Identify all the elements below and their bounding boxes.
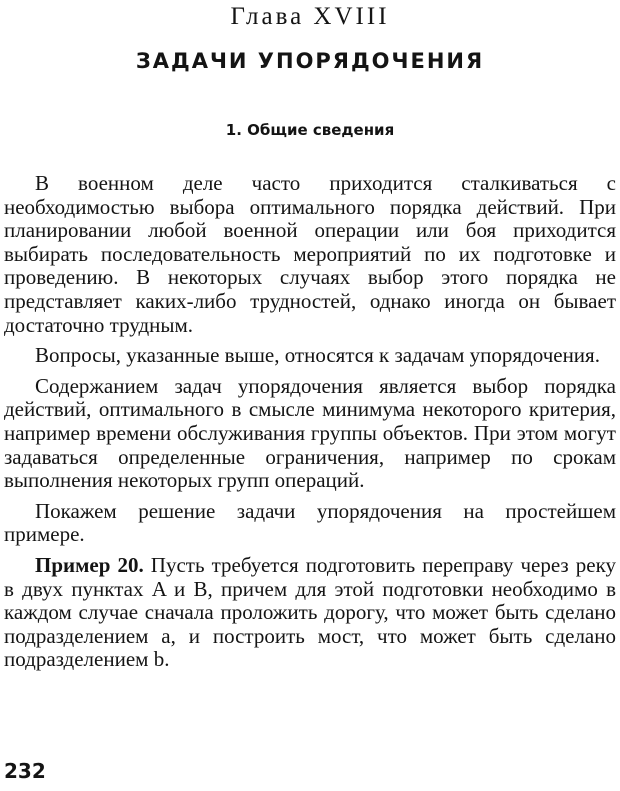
paragraph-3-text: Содержанием задач упорядочения является выбор порядка действий, оптимального в смысле минимума некоторого критерия, например времени обслуживания группы объектов. При этом могут задаваться определенные ограничения, например по срокам выполнения некоторых групп операций. bbox=[4, 373, 616, 493]
body-text bbox=[4, 172, 616, 679]
paragraph-4 bbox=[4, 500, 616, 547]
paragraph-5-text: Пусть требуется подготовить переправу через реку в двух пунктах A и B, причем для этой подготовки необходимо в каждом случае сначала проложить дорогу, что может быть сделано подразделением a, и построить мост, что может быть сделано подразделением b. bbox=[4, 552, 616, 672]
paragraph-5 bbox=[4, 554, 616, 672]
chapter-title: ЗАДАЧИ УПОРЯДОЧЕНИЯ bbox=[135, 49, 485, 73]
paragraph-1-text: В военном деле часто приходится сталкиваться с необходимостью выбора оптимального порядка действий. При планировании любой военной операции или боя приходится выбирать последовательность мероприятий по их подготовке и проведению. В некоторых случаях выбор этого порядка не представляет каких-либо трудностей, однако иногда он бывает достаточно трудным. bbox=[4, 171, 616, 337]
paragraph-3 bbox=[4, 375, 616, 493]
example-label: Пример 20. bbox=[35, 552, 144, 577]
paragraph-4-text: Покажем решение задачи упорядочения на простейшем примере. bbox=[4, 498, 616, 547]
paragraph-1 bbox=[4, 172, 616, 337]
paragraph-2 bbox=[4, 344, 616, 368]
paragraph-2-text: Вопросы, указанные выше, относятся к задачам упорядочения. bbox=[35, 343, 600, 368]
chapter-label: Глава XVIII bbox=[230, 3, 390, 30]
section-title: 1. Общие сведения bbox=[225, 121, 395, 139]
page-number: 232 bbox=[4, 759, 46, 783]
